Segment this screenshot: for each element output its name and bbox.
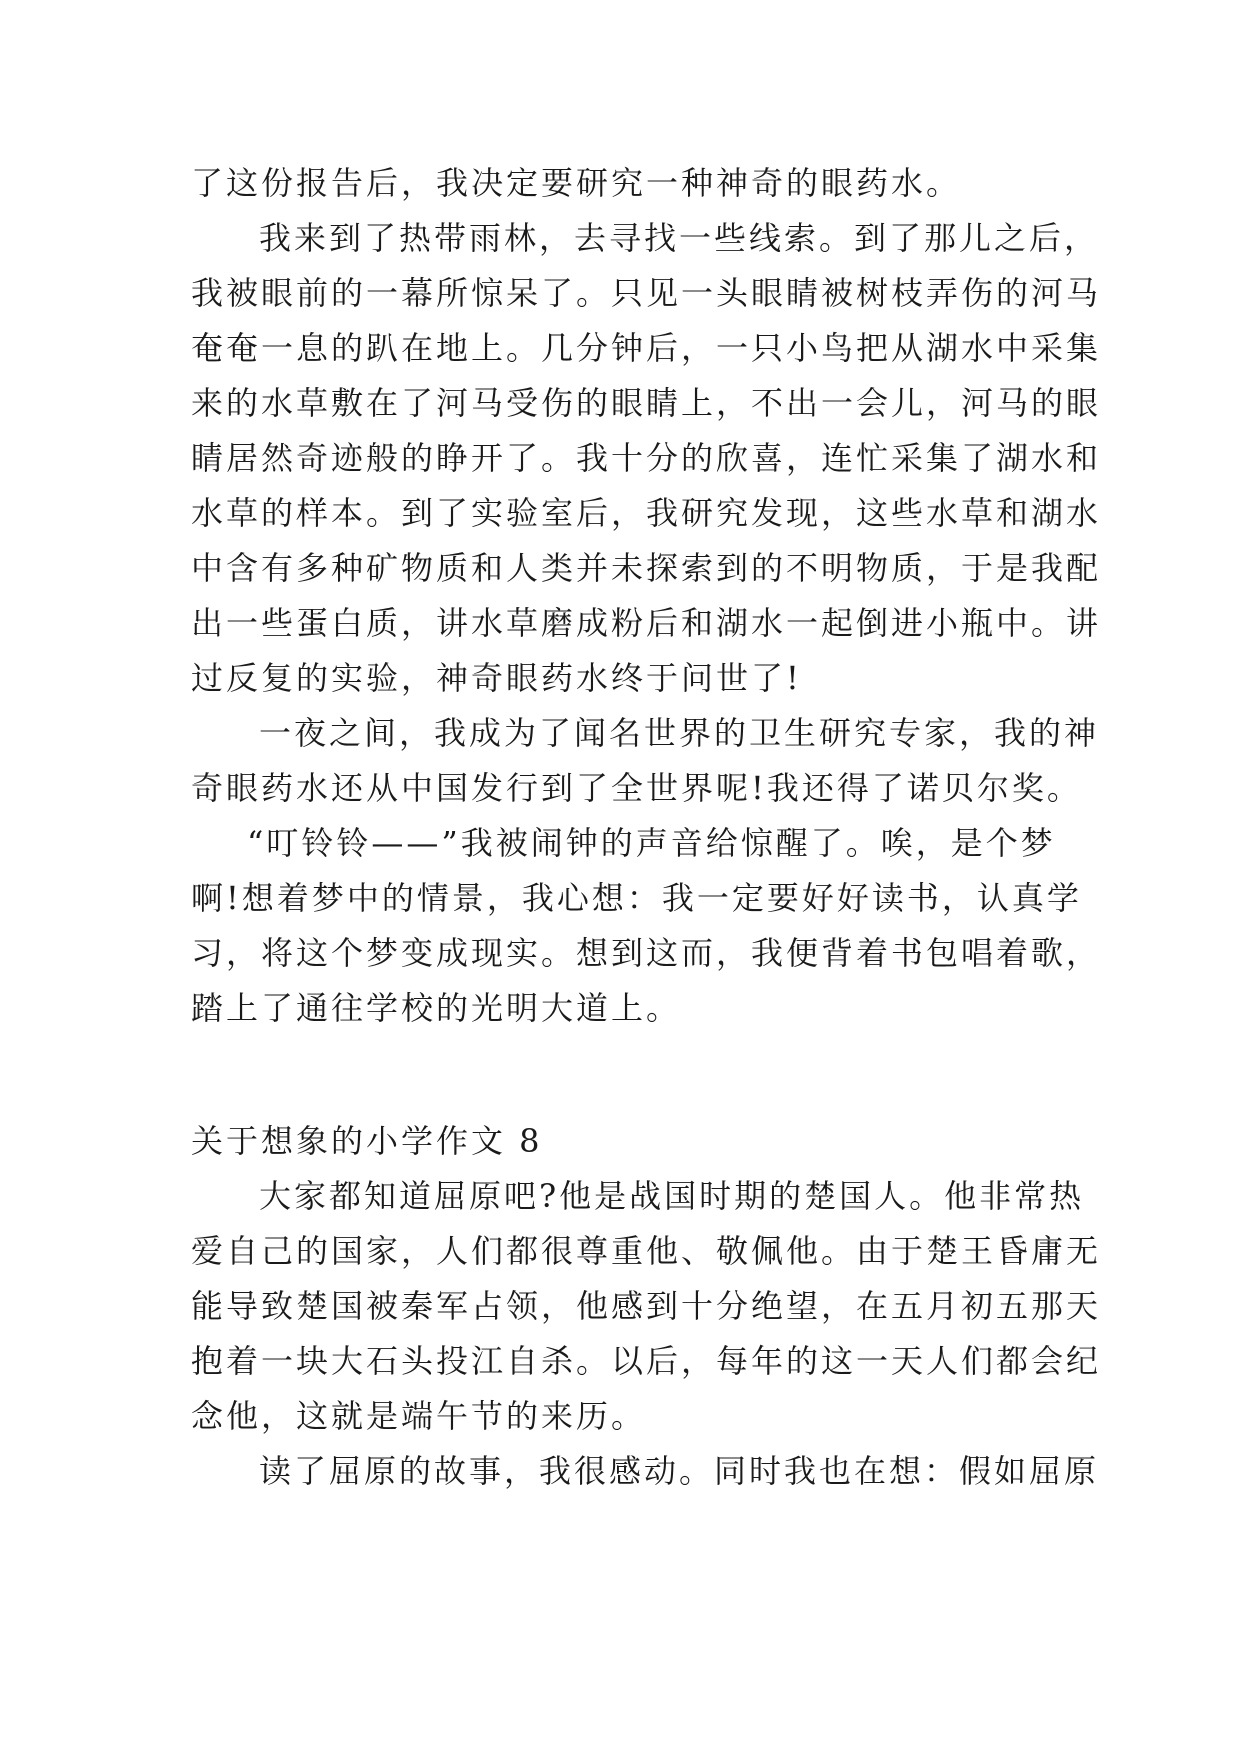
paragraph-line: 中含有多种矿物质和人类并未探索到的不明物质，于是我配 — [191, 549, 1102, 587]
paragraph-line: 抱着一块大石头投江自杀。以后，每年的这一天人们都会纪 — [191, 1342, 1102, 1380]
paragraph-line: 睛居然奇迹般的睁开了。我十分的欣喜，连忙采集了湖水和 — [191, 439, 1102, 477]
paragraph-line: 爱自己的国家，人们都很尊重他、敬佩他。由于楚王昏庸无 — [191, 1232, 1102, 1270]
paragraph-line: 能导致楚国被秦军占领，他感到十分绝望，在五月初五那天 — [191, 1287, 1102, 1325]
paragraph-line: 一夜之间，我成为了闻名世界的卫生研究专家，我的神 — [259, 714, 1100, 752]
paragraph-line: 大家都知道屈原吧?他是战国时期的楚国人。他非常热 — [259, 1177, 1085, 1215]
paragraph-line: 啊!想着梦中的情景，我心想：我一定要好好读书，认真学 — [191, 879, 1082, 917]
paragraph-line: 我来到了热带雨林，去寻找一些线索。到了那儿之后， — [259, 219, 1100, 257]
paragraph-line: “叮铃铃——”我被闹钟的声音给惊醒了。唉，是个梦 — [247, 824, 1056, 862]
paragraph-line: 奄奄一息的趴在地上。几分钟后，一只小鸟把从湖水中采集 — [191, 329, 1102, 367]
paragraph-line: 过反复的实验，神奇眼药水终于问世了! — [191, 659, 802, 697]
essay-body — [191, 156, 1102, 1499]
paragraph-line: 出一些蛋白质，讲水草磨成粉后和湖水一起倒进小瓶中。讲 — [191, 604, 1102, 642]
paragraph-line: 念他，这就是端午节的来历。 — [191, 1397, 647, 1435]
section-gap — [191, 1036, 1059, 1114]
paragraph-line: 踏上了通往学校的光明大道上。 — [191, 989, 682, 1027]
paragraph-line: 读了屈原的故事，我很感动。同时我也在想：假如屈原 — [259, 1452, 1100, 1490]
paragraph-line: 奇眼药水还从中国发行到了全世界呢!我还得了诺贝尔奖。 — [191, 769, 1082, 807]
paragraph-line: 习，将这个梦变成现实。想到这而，我便背着书包唱着歌， — [191, 934, 1102, 972]
paragraph-line: 来的水草敷在了河马受伤的眼睛上，不出一会儿，河马的眼 — [191, 384, 1102, 422]
essay-heading: 关于想象的小学作文 8 — [191, 1122, 543, 1160]
paragraph-line: 我被眼前的一幕所惊呆了。只见一头眼睛被树枝弄伤的河马 — [191, 274, 1102, 312]
paragraph-line: 了这份报告后，我决定要研究一种神奇的眼药水。 — [191, 164, 962, 202]
paragraph-line: 水草的样本。到了实验室后，我研究发现，这些水草和湖水 — [191, 494, 1102, 532]
